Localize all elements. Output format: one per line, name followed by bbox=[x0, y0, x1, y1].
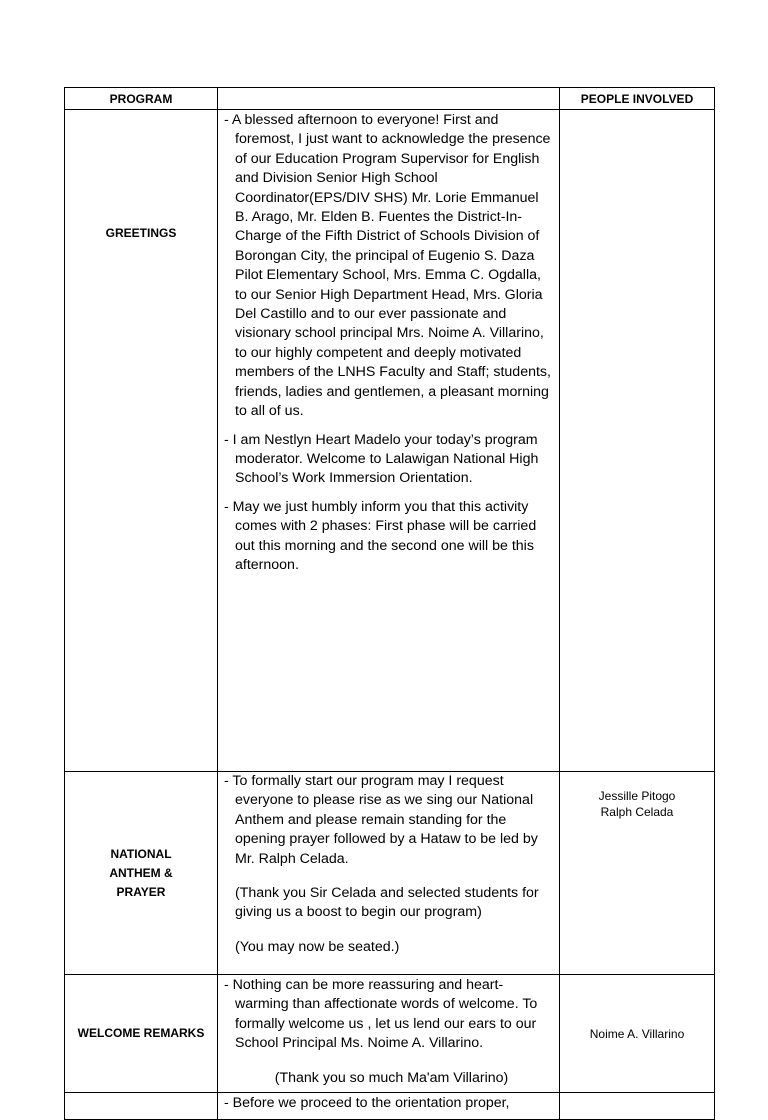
welcome-paragraph: - Nothing can be more reassuring and heart-warming than affectionate words of welcome. To formally welcome us , let us lend our ears to our School Principal Ms. Noime A. Villarino. bbox=[224, 977, 538, 1052]
header-people: PEOPLE INVOLVED bbox=[560, 88, 715, 110]
welcome-note: (Thank you so much Ma'am Villarino) bbox=[274, 1069, 509, 1086]
program-name-welcome: WELCOME REMARKS bbox=[65, 975, 218, 1093]
anthem-note: (You may now be seated.) bbox=[235, 938, 400, 955]
header-content bbox=[218, 88, 560, 110]
program-name-greetings: GREETINGS bbox=[65, 110, 218, 772]
anthem-paragraph: - To formally start our program may I request everyone to please rise as we sing our National Anthem and please remain standing for the opening prayer followed by a Hataw to be led by Mr. Ralph Celada. bbox=[224, 773, 538, 867]
content-cell bbox=[218, 975, 560, 1093]
people-cell bbox=[560, 975, 715, 1093]
program-name-empty bbox=[65, 1093, 218, 1120]
table-row bbox=[65, 975, 715, 1093]
table-header-row bbox=[65, 88, 715, 110]
program-table bbox=[64, 87, 715, 1120]
greeting-paragraph: - I am Nestlyn Heart Madelo your today’s program moderator. Welcome to Lalawigan National High School’s Work Immersion Orientation. bbox=[224, 431, 539, 487]
greeting-paragraph: - A blessed afternoon to everyone! First and foremost, I just want to acknowledge the presence of our Education Program Supervisor for English and Division Senior High School Coordinator(EPS/DIV SHS) Mr. Lorie Emmanuel B. Arago, Mr. Elden B. Fuentes the District-In-Charge of the Fifth District of Schools Division of Borongan City, the principal of Eugenio S. Daza Pilot Elementary School, Mrs. Emma C. Ogdalla, to our Senior High Department Head, Mrs. Gloria Del Castillo and to our ever passionate and visionary school principal Mrs. Noime A. Villarino, to our highly competent and deeply motivated members of the LNHS Faculty and Staff; students, friends, ladies and gentlemen, a pleasant morning to all of us. bbox=[224, 112, 551, 420]
person-name: Noime A. Villarino bbox=[589, 1026, 685, 1041]
header-program: PROGRAM bbox=[65, 88, 218, 110]
person-name: Jessille Pitogo bbox=[598, 789, 676, 803]
anthem-note: (Thank you Sir Celada and selected students for giving us a boost to begin our program) bbox=[235, 885, 539, 921]
person-name: Ralph Celada bbox=[600, 805, 674, 819]
content-cell bbox=[218, 772, 560, 975]
table-row bbox=[65, 1093, 715, 1120]
program-name-anthem: NATIONAL ANTHEM & PRAYER bbox=[65, 772, 218, 975]
greeting-paragraph: - May we just humbly inform you that this activity comes with 2 phases: First phase will be carried out this morning and the second one will be this afternoon. bbox=[224, 498, 537, 573]
table-row bbox=[65, 772, 715, 975]
people-cell bbox=[560, 110, 715, 772]
next-paragraph: - Before we proceed to the orientation proper, bbox=[224, 1095, 510, 1111]
content-cell bbox=[218, 1093, 560, 1120]
content-cell bbox=[218, 110, 560, 772]
people-cell bbox=[560, 772, 715, 975]
table-row bbox=[65, 110, 715, 772]
people-cell bbox=[560, 1093, 715, 1120]
